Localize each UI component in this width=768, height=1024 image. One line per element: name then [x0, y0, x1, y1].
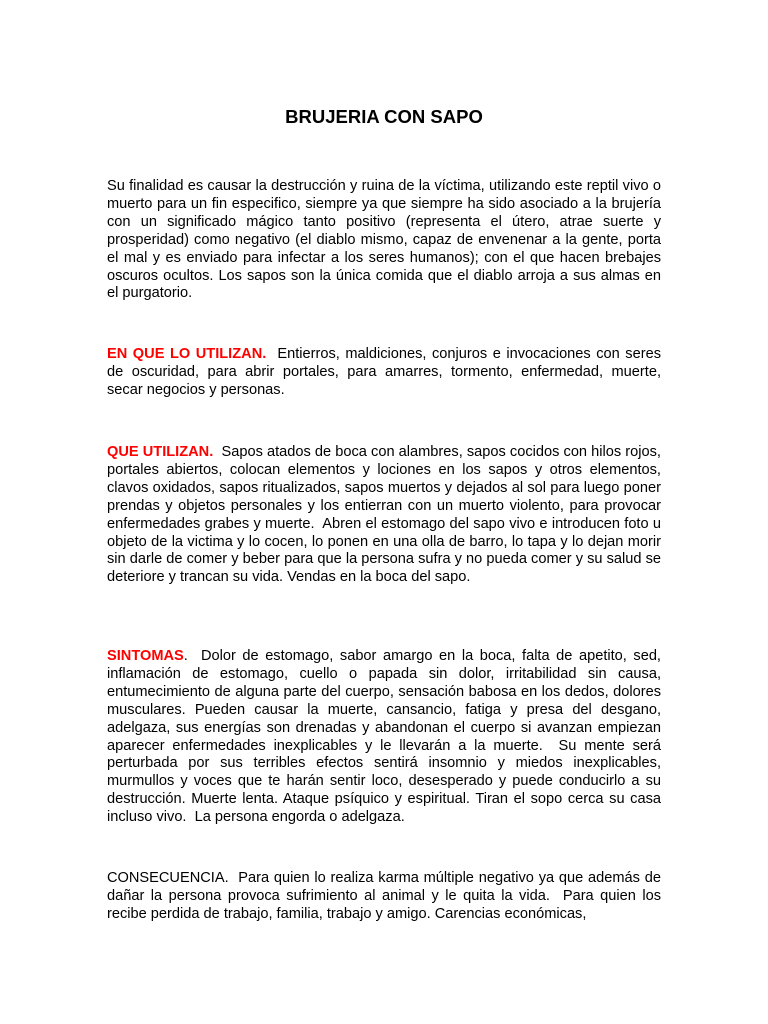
- paragraph-que-utilizan-body: Sapos atados de boca con alambres, sapos cocidos con hilos rojos, portales abiertos, colocan elementos y lociones en los sapos y otros elementos, clavos oxidados, sapos ritualizados, sapos muertos y dejados al sol para luego poner prendas y objetos personales y los entierran con un muerto violento, para provocar enfermedades grabes y muerte. Abren el estomago del sapo vivo e introducen foto u objeto de la victima y lo cocen, lo ponen en una olla de barro, lo tapa y lo dejan morir sin darle de comer y beber para que la persona sufra y no pueda comer y su salud se deteriore y trancan su vida. Vendas en la boca del sapo.: [107, 444, 666, 586]
- paragraph-consecuencia-body: Para quien lo realiza karma múltiple negativo ya que además de dañar la persona provoca sufrimiento al animal y le quita la vida. Para quien los recibe perdida de trabajo, familia, trabajo y amigo. Carencias económicas,: [107, 870, 666, 922]
- section-heading-sintomas: SINTOMAS: [107, 648, 184, 664]
- paragraph-en-que-lo-utilizan: [107, 346, 666, 400]
- paragraph-consecuencia: [107, 870, 666, 924]
- paragraph-que-utilizan: [107, 444, 666, 587]
- document-title: BRUJERIA CON SAPO: [285, 106, 483, 127]
- paragraph-en-que-lo-utilizan-body: Entierros, maldiciones, conjuros e invocaciones con seres de oscuridad, para abrir portales, para amarres, tormento, enfermedad, muerte, secar negocios y personas.: [107, 346, 666, 398]
- section-heading-que-utilizan: QUE UTILIZAN.: [107, 444, 214, 460]
- section-heading-en-que-lo-utilizan: EN QUE LO UTILIZAN.: [107, 346, 267, 362]
- paragraph-sintomas-body: . Dolor de estomago, sabor amargo en la boca, falta de apetito, sed, inflamación de estomago, cuello o papada sin dolor, irritabilidad sin causa, entumecimiento de alguna parte del cuerpo, sensación babosa en los dedos, dolores musculares. Pueden causar la muerte, cansancio, fatiga y presa del desgano, adelgaza, sus energías son drenadas y abandonan el cuerpo si avanzan empiezan aparecer enfermedades inexplicables y le llevarán a la muerte. Su mente será perturbada por sus terribles efectos sentirá insomnio y miedos inexplicables, murmullos y voces que te harán sentir loco, desesperado y puede conducirlo a su destrucción. Muerte lenta. Ataque psíquico y espiritual. Tiran el sopo cerca su casa incluso vivo. La persona engorda o adelgaza.: [107, 648, 666, 826]
- paragraph-intro-body: Su finalidad es causar la destrucción y ruina de la víctima, utilizando este reptil vivo o muerto para un fin especifico, siempre ya que siempre ha sido asociado a la brujería con un significado mágico tanto positivo (representa el útero, atrae suerte y prosperidad) como negativo (el diablo mismo, capaz de envenenar a la gente, porta el mal y es enviado para infectar a los seres humanos); con el que hacen brebajes oscuros ocultos. Los sapos son la única comida que el diablo arroja a sus almas en el purgatorio.: [107, 178, 661, 302]
- paragraph-intro: [107, 178, 661, 303]
- section-heading-consecuencia: CONSECUENCIA.: [107, 870, 229, 886]
- paragraph-sintomas: [107, 648, 666, 827]
